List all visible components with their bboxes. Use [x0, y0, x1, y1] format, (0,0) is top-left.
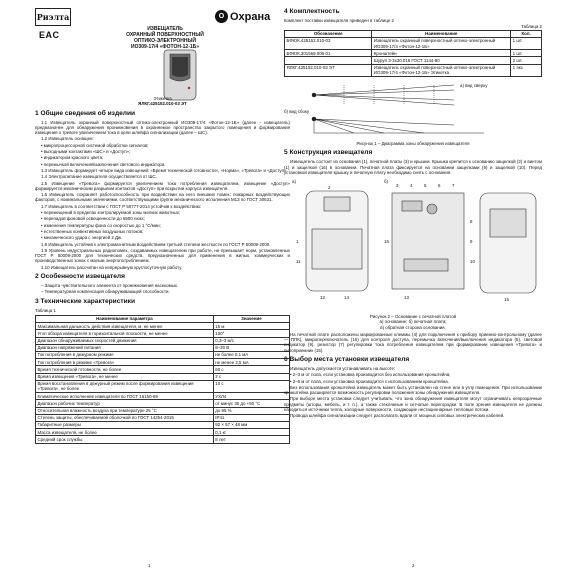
- table-cell: Время восстановления в дежурный режим после формирования извещения «Тревога», не более: [36, 380, 214, 392]
- title-line: ОХРАННЫЙ ПОВЕРХНОСТНЫЙ: [126, 32, 204, 38]
- table-row: [36, 323, 290, 330]
- table-cell: Максимальная дальность действия извещателя, м, не менее: [36, 323, 214, 330]
- contents-table: [284, 30, 542, 77]
- table-row: [36, 407, 290, 414]
- table-2-caption: Таблица 2: [521, 24, 542, 30]
- paragraph: Без использования кронштейна извещатель может быть установлен на стене или в углу помещения. При использовании кронштейна расширяется возможность регулировки положения зоны обнаружения извещателя.: [284, 384, 542, 396]
- title-line: ИО309-17/4 «ФОТОН-12-1Б»: [130, 44, 200, 50]
- table-cell: БФЮК.425152.010-03: [285, 37, 372, 49]
- title-line: ИЗВЕЩАТЕЛЬ: [147, 26, 183, 32]
- base-pcb-figure: [284, 179, 542, 314]
- table-cell: ЯЛКГ.425152.010-03 ЭТ: [285, 64, 372, 76]
- list-item: – Защита чувствительного элемента от проникновения насекомых.: [41, 283, 179, 289]
- table-cell: Габаритные размеры: [36, 421, 214, 428]
- paragraph: 1.10 Извещатель рассчитан на непрерывную круглосуточную работу.: [41, 264, 183, 270]
- paragraph: Извещатель допускается устанавливать на высоте:: [290, 365, 396, 371]
- paragraph: 1.6 Извещатель сохраняет работоспособность при воздействии на него внешних помех: пожарных воздействующих факторов, с номинальными значениями, соответствующими группе механического исполнения М13 по ГОСТ 30631.: [35, 192, 290, 203]
- table-row: [36, 436, 290, 443]
- callout-number: 2: [328, 185, 331, 191]
- list-item: • перепадов фоновой освещенности до 6500 люкс;: [41, 216, 146, 222]
- paragraph: 1.7 Извещатель в соответствии с ГОСТ Р 50777-2014 устойчив к воздействию:: [41, 203, 202, 209]
- table-cell: Диапазон напряжений питания: [36, 344, 214, 351]
- table-cell: 15 м: [213, 323, 289, 330]
- paragraph: 1.8 Извещатель устойчив к электромагнитным воздействиям третьей степени жесткости по ГОСТ Р 50009-2000.: [41, 241, 271, 247]
- table-row: [36, 429, 290, 436]
- table-row: [36, 366, 290, 373]
- table-cell: IP41: [213, 414, 289, 421]
- table-row: [36, 400, 290, 407]
- table-cell: Диапазон обнаруживаемых скоростей движения: [36, 337, 214, 344]
- paragraph: Комплект поставки извещателя приведен в таблице 2: [284, 18, 394, 23]
- figure-label-b: б): [384, 179, 388, 185]
- table-cell: 8–30 В: [213, 344, 289, 351]
- brand-name: Охрана: [230, 10, 271, 23]
- list-item: • изменения температуры фона со скоростью до 1 °С/мин;: [41, 222, 161, 228]
- list-item: • естественных конвективных воздушных потоков;: [41, 228, 144, 234]
- callout-number: 11: [296, 259, 301, 265]
- figure-label-a: а): [292, 179, 296, 185]
- callout-number: 15: [504, 297, 509, 303]
- table-cell: не менее 2,5 мА: [213, 359, 289, 366]
- table-cell: 0,3–3 м/с: [213, 337, 289, 344]
- callout-number: 5: [424, 183, 427, 189]
- header: [35, 8, 290, 100]
- callout-number: 3: [396, 183, 399, 189]
- detection-zone-figure: [284, 81, 542, 141]
- table-row: [36, 414, 290, 421]
- paragraph: 1.2 Извещатель оснащен:: [41, 136, 94, 142]
- table-cell: не более 0,1 мА: [213, 351, 289, 358]
- table-cell: Шуруп 3-3х30.016 ГОСТ 1144-80: [372, 57, 511, 64]
- list-item: • 2–3 м от пола, если установка производится без использования кронштейна;: [290, 372, 451, 378]
- detection-zone-diagram: [284, 81, 542, 141]
- figure-2-caption: [284, 314, 542, 330]
- section-3-title: 3 Технические характеристики: [35, 297, 136, 305]
- callout-number: 9: [470, 239, 473, 245]
- table-cell: 100°: [213, 330, 289, 337]
- table-cell: 8 лет: [213, 436, 289, 443]
- callout-number: 1: [296, 239, 299, 245]
- table-cell: Относительная влажность воздуха при температуре 25 °С: [36, 407, 214, 414]
- table-row: [285, 37, 542, 49]
- list-item: • индикатором красного цвета;: [41, 155, 104, 161]
- list-item: – Температурная компенсация обнаруживающей способности.: [41, 289, 170, 295]
- table-row: [36, 330, 290, 337]
- table-cell: 1 шт.: [511, 50, 542, 57]
- table-header: Обозначение: [285, 30, 372, 37]
- table-row: [285, 57, 542, 64]
- table-cell: 92 × 57 × 48 мм: [213, 421, 289, 428]
- table-cell: 0,1 кг: [213, 429, 289, 436]
- paragraph: 1.1 Извещатель охранный поверхностный оптико-электронный ИО309-17/4 «Фотон-12-1Б» (далее - извещатель) предназначен для обнаружения проникновения в охраняемое пространство закрытого помещения и формирования извещения о тревоге увеличением тока в цепи шлейфа сигнализации (далее – ШС).: [35, 119, 290, 136]
- left-column: [35, 8, 290, 448]
- section-4-title: 4 Комплектность: [284, 8, 340, 15]
- okhrana-brand: [215, 10, 270, 23]
- paragraph: Извещатель состоит из основания (1), печатной платы (3) и крышки. Крышка крепится к основанию защелкой (2) и винтом (1) и защелкой (16) в основании. Печатная плата фиксируется на основании защелками (9) и защелкой (10). Перед установкой извещателя крышку и печатную плату необходимо снять с основания.: [284, 159, 542, 175]
- table-cell: Диапазон рабочих температур: [36, 400, 214, 407]
- table-cell: 2 с: [213, 373, 289, 380]
- device-code: ЯЛКГ.425152.010-03 ЭТ: [138, 101, 187, 107]
- section-1-title: 1 Общие сведения об изделии: [35, 109, 136, 117]
- okhrana-logo-icon: О: [215, 10, 228, 23]
- table-row: [36, 351, 290, 358]
- table-row: [36, 359, 290, 366]
- section-5-title: 5 Конструкция извещателя: [284, 149, 373, 157]
- callout-number: 12: [320, 295, 325, 301]
- rielta-logo: Риэлта: [35, 8, 71, 26]
- paragraph: 1.9 Уровень индустриальных радиопомех, создаваемых извещателем при работе, не превышает норм, установленных ГОСТ Р 50009-2000 для технических средств, предназначенных для применения в жилых, коммерческих и производственных зонах с малым энергопотреблением.: [35, 247, 290, 264]
- list-item: • перемычкой включения/выключения светового индикатора.: [41, 161, 166, 167]
- page-number: 1: [148, 563, 151, 568]
- table-cell: 10 с: [213, 380, 289, 392]
- table-cell: Извещатель охранный поверхностный оптико-электронный ИО309-17/4 «Фотон-12-1Б» Этикетка: [372, 64, 511, 76]
- table-row: [285, 64, 542, 76]
- caption-line: Рисунок 2 – Основание с печатной платой: [369, 314, 457, 320]
- table-cell: Кронштейн: [372, 50, 511, 57]
- table-header: Кол.: [511, 30, 542, 37]
- figure-label-top: а) вид сверху: [460, 83, 488, 89]
- section-6-title: 6 Выбор места установки извещателя: [284, 355, 410, 363]
- table-cell: Время технической готовности, не более: [36, 366, 214, 373]
- title-line: ОПТИКО-ЭЛЕКТРОННЫЙ: [133, 38, 197, 44]
- paragraph: 1.4 Электропитание извещателя осуществляется от ШС.: [41, 174, 157, 180]
- table-cell: Масса извещателя, не более: [36, 429, 214, 436]
- specs-table: [35, 315, 290, 444]
- callout-number: 7: [452, 183, 455, 189]
- figure-1-caption: Рисунок 1 – Диаграмма зоны обнаружения извещателя: [356, 141, 470, 147]
- eac-mark: EAC: [39, 30, 60, 40]
- table-cell: 1 экз.: [511, 64, 542, 76]
- table-row: [36, 337, 290, 344]
- table-cell: Время извещения «Тревога», не менее: [36, 373, 214, 380]
- table-cell: Ток потребления в режиме «Тревога»: [36, 359, 214, 366]
- callout-number: 4: [410, 183, 413, 189]
- table-cell: Степень защиты, обеспечиваемой оболочкой по ГОСТ 14254-2015: [36, 414, 214, 421]
- paragraph: При выборе места установки следует учитывать, что зона обнаружения извещателя могут ограничивать непрозрачные предметы (шторы, мебель, и т. п.), а также стеклянные и сетчатые перегородки. В поле зрения извещателя не должны находиться источники тепла, холодные поверхности, создающие нестационарные тепловые потоки.: [284, 396, 542, 412]
- list-item: • перемещений в пределах контролируемой зоны мелких животных;: [41, 210, 181, 216]
- figure-label-side: б) вид сбоку: [284, 109, 310, 115]
- paragraph: 1.5 Извещение «Тревога» формируется увеличением тока потребления извещателем, извещение «Доступ» формируется механическим разрывом контактов «Доступ» при вскрытии корпуса извещателя.: [35, 180, 290, 191]
- paragraph: Провода шлейфа сигнализации следует располагать вдали от мощных силовых электрических кабелей.: [290, 413, 505, 419]
- table-cell: Угол обзора извещателя в горизонтальной плоскости, не менее: [36, 330, 214, 337]
- callout-number: 6: [438, 183, 441, 189]
- right-column: [284, 8, 542, 420]
- table-cell: Средний срок службы: [36, 436, 214, 443]
- section-2-title: 2 Особенности извещателя: [35, 273, 125, 281]
- table-cell: Ток потребления в дежурном режиме: [36, 351, 214, 358]
- table-cell: до 95 %: [213, 407, 289, 414]
- table-row: [36, 393, 290, 400]
- contents-table-body: [285, 37, 542, 76]
- table-row: [36, 421, 290, 428]
- callout-number: 13: [404, 295, 409, 301]
- detector-illustration: [162, 48, 198, 102]
- table-row: [36, 373, 290, 380]
- table-row: [285, 50, 542, 57]
- table-cell: Извещатель охранный поверхностный оптико-электронный ИО309-17/4 «Фотон-12-1Б»: [372, 37, 511, 49]
- list-item: • микропроцессорной системой обработки сигналов;: [41, 142, 149, 148]
- caption-line: а) основание; б) печатная плата;: [379, 319, 447, 325]
- callout-number: 10: [470, 259, 475, 265]
- callout-number: 8: [470, 219, 473, 225]
- table-header: Наименование параметра: [36, 315, 214, 322]
- table-cell: 1 шт.: [511, 37, 542, 49]
- specs-table-body: [36, 323, 290, 443]
- device-caption: Этикетка: [153, 96, 172, 101]
- table-cell: БФЮК.301569.006-01: [285, 50, 372, 57]
- table-cell: 2 шт.: [511, 57, 542, 64]
- list-item: • механического удара с энергией 2 Дж.: [41, 235, 123, 241]
- caption-line: в) обратная сторона основания.: [380, 324, 446, 330]
- table-row: [36, 380, 290, 392]
- list-item: • выходными контактами «ШС» и «Доступ»;: [41, 149, 131, 155]
- table-cell: [285, 57, 372, 64]
- paragraph: 1.3 Извещатель формирует четыре вида извещений: «Время технической готовности», «Норма», «Тревога» и «Доступ».: [41, 167, 288, 173]
- table-cell: Климатическое исполнение извещателя по ГОСТ 15150-69: [36, 393, 214, 400]
- callout-number: 16: [384, 239, 389, 245]
- table-header: Наименование: [372, 30, 511, 37]
- table-cell: от минус 30 до +50 °С: [213, 400, 289, 407]
- list-item: • 2–5 м от пола, если установка производится с использованием кронштейна.: [290, 378, 449, 384]
- table-header: Значение: [213, 315, 289, 322]
- document-title: [85, 26, 245, 50]
- table-1-caption: Таблица 1: [35, 307, 56, 313]
- table-cell: УХЛ4: [213, 393, 289, 400]
- page-number: 2: [412, 563, 415, 568]
- callout-number: 14: [344, 295, 349, 301]
- paragraph: На печатной плате расположены маркированные клеммы (4) для подключения к прибору приемно-контрольному (далее — ППК), микропереключатель (16) для контроля доступа, перемычка включения/выключения индикатора (5), световой индикатор (9), резистор (7) регулировки тока потребления извещателем при формировании извещения «Тревога» и пироприемник (15).: [284, 331, 542, 353]
- base-pcb-drawing: [284, 179, 542, 314]
- table-row: [36, 344, 290, 351]
- table-cell: 60 с: [213, 366, 289, 373]
